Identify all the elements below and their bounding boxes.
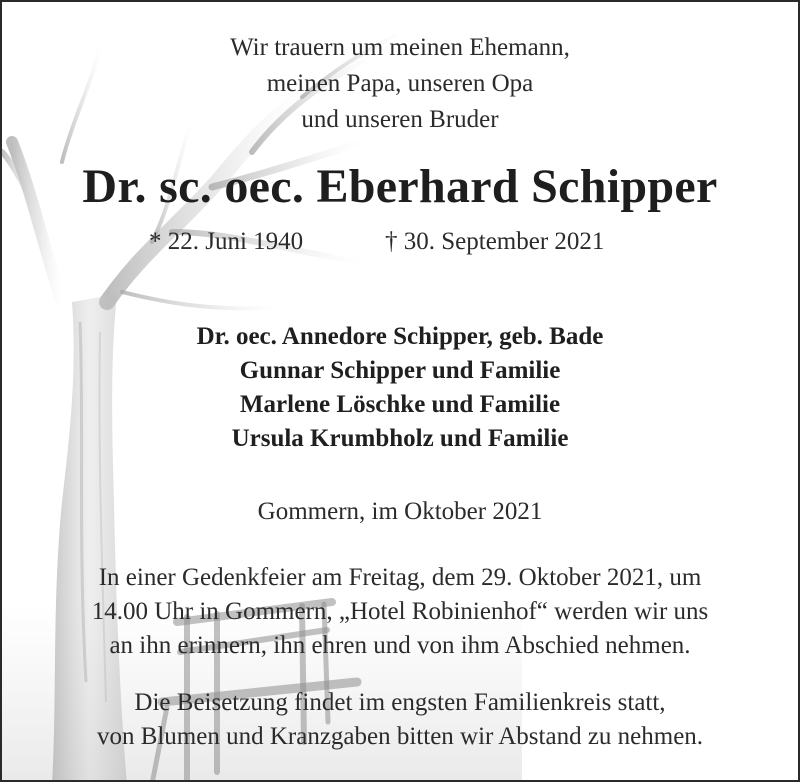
burial-line: Die Beisetzung findet im engsten Familienkreis statt, (134, 689, 666, 716)
intro-line: meinen Papa, unseren Opa (266, 70, 534, 97)
death-date: † 30. September 2021 (385, 228, 605, 255)
intro-text (2, 30, 798, 138)
mourner-name: Gunnar Schipper und Familie (239, 357, 561, 384)
memorial-line: 14.00 Uhr in Gommern, „Hotel Robinienhof“ werden wir uns (91, 598, 709, 625)
mourner-name: Ursula Krumbholz und Familie (231, 425, 569, 452)
mourner-name: Dr. oec. Annedore Schipper, geb. Bade (196, 323, 604, 350)
mourner-name: Marlene Löschke und Familie (239, 391, 561, 418)
intro-line: und unseren Bruder (301, 106, 499, 133)
memorial-line: In einer Gedenkfeier am Freitag, dem 29. Oktober 2021, um (98, 564, 702, 591)
memorial-announcement (2, 561, 798, 663)
burial-note (2, 686, 798, 754)
birth-date: * 22. Juni 1940 (149, 228, 304, 255)
intro-line: Wir trauern um meinen Ehemann, (230, 34, 570, 61)
place-and-date: Gommern, im Oktober 2021 (257, 498, 543, 525)
mourners-list (2, 320, 798, 456)
burial-line: von Blumen und Kranzgaben bitten wir Abstand zu nehmen. (96, 723, 704, 750)
deceased-name: Dr. sc. oec. Eberhard Schipper (82, 160, 718, 213)
memorial-line: an ihn erinnern, ihn ehren und von ihm Abschied nehmen. (109, 632, 691, 659)
